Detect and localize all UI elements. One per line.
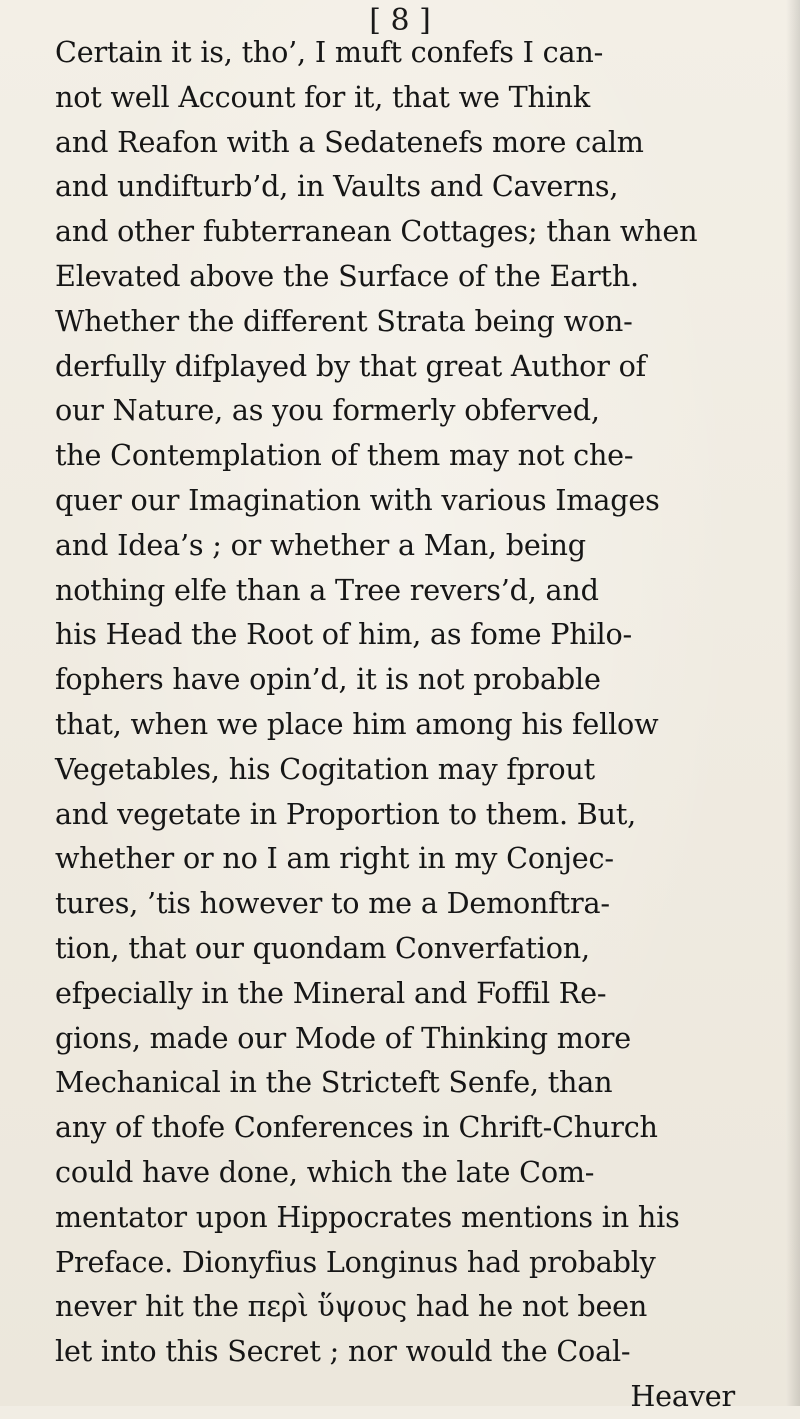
text-line: his Head the Root of him, as fome Philo- [55,617,633,652]
text-line: fophers have opin’d, it is not probable [55,662,601,697]
text-line: any of thofe Conferences in Chrift-Church [55,1110,658,1145]
text-line: tures, ’tis however to me a Demonftra- [55,886,610,921]
text-line: our Nature, as you formerly obferved, [55,393,600,428]
text-line: Vegetables, his Cogitation may fprout [55,751,595,786]
text-line: Certain it is, tho’, I muft confefs I can- [55,35,604,69]
text-line: and undifturb’d, in Vaults and Caverns, [55,169,619,204]
text-line: whether or no I am right in my Conjec- [55,841,614,876]
text-line: let into this Secret ; nor would the Coal- [55,1334,631,1369]
text-line: not well Account for it, that we Think [55,79,591,114]
text-line: that, when we place him among his fellow [55,706,659,741]
text-line: the Contemplation of them may not che- [55,438,634,473]
text-line: nothing elfe than a Tree revers’d, and [55,572,599,607]
page-number: [ 8 ] [369,3,431,38]
body-text [55,30,790,1419]
catchword: Heaver [630,1378,735,1413]
text-line: mentator upon Hippocrates mentions in his [55,1199,680,1234]
text-line: never hit the περὶ ὕψους had he not been [55,1289,648,1324]
text-line: could have done, which the late Com- [55,1154,595,1189]
text-line: Mechanical in the Stricteft Senfe, than [55,1065,613,1100]
text-line: gions, made our Mode of Thinking more [55,1020,631,1055]
text-line: Elevated above the Surface of the Earth. [55,258,639,293]
text-line: and other fubterranean Cottages; than when [55,214,698,249]
text-line: quer our Imagination with various Images [55,482,660,517]
text-line: and vegetate in Proportion to them. But, [55,796,637,831]
text-line: derfully difplayed by that great Author of [55,348,647,383]
text-line: tion, that our quondam Converfation, [55,930,590,965]
text-line: Whether the different Strata being won- [55,303,633,338]
text-line: efpecially in the Mineral and Foffil Re- [55,975,607,1010]
text-line: and Reafon with a Sedatenefs more calm [55,124,644,159]
text-line: Preface. Dionyfius Longinus had probably [55,1244,656,1279]
text-line: and Idea’s ; or whether a Man, being [55,527,586,562]
